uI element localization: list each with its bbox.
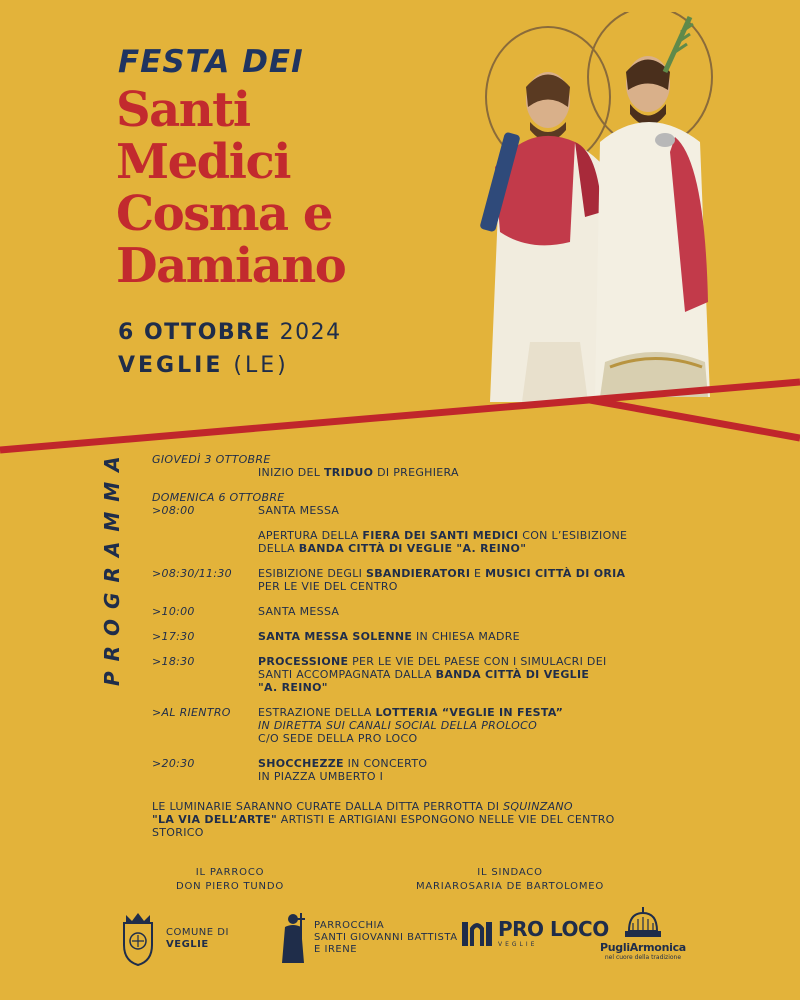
place-town: VEGLIE bbox=[118, 353, 224, 378]
parrocchia-logo: PARROCCHIA SANTI GIOVANNI BATTISTA E IRENE bbox=[280, 911, 458, 965]
title-line-2: Medici bbox=[116, 134, 290, 190]
program-notes: LE LUMINARIE SARANNO CURATE DALLA DITTA PERROTTA DI SQUINZANO "LA VIA DELL’ARTE" ARTISTI E ARTIGIANI ESPONGONO NELLE VIE DEL CENTRO STORICO bbox=[152, 800, 615, 839]
signature-sindaco bbox=[400, 866, 620, 894]
day-heading-thursday: GIOVEDÌ 3 OTTOBRE bbox=[152, 453, 271, 466]
program-row: >08:00 SANTA MESSA bbox=[152, 504, 340, 517]
day-heading-sunday: DOMENICA 6 OTTOBRE bbox=[152, 491, 285, 504]
saint-cosma-figure bbox=[479, 72, 615, 402]
signature-parroco bbox=[150, 866, 310, 894]
program-row: >18:30 PROCESSIONE PER LE VIE DEL PAESE CON I SIMULACRI DEI SANTI ACCOMPAGNATA DALLA BANDA CITTÀ DI VEGLIE "A. REINO" bbox=[152, 655, 607, 694]
saint-figure-icon bbox=[280, 911, 306, 965]
sponsor-logos bbox=[0, 905, 800, 985]
red-line-short bbox=[590, 400, 800, 438]
coat-of-arms-icon bbox=[118, 911, 158, 967]
program-row: >AL RIENTRO ESTRAZIONE DELLA LOTTERIA “VEGLIE IN FESTA” IN DIRETTA SUI CANALI SOCIAL DELLA PROLOCO C/O SEDE DELLA PRO LOCO bbox=[152, 706, 564, 745]
saints-statue-image bbox=[470, 12, 720, 412]
programma-vertical-label: PROGRAMMA bbox=[100, 446, 124, 686]
comune-veglie-logo: COMUNE DI VEGLIE bbox=[118, 911, 229, 967]
saints-title bbox=[116, 84, 476, 292]
title-line-4: Damiano bbox=[116, 238, 346, 294]
signature-role: IL SINDACO bbox=[477, 867, 543, 878]
pro-loco-arch-icon bbox=[460, 918, 494, 948]
program-row: APERTURA DELLA FIERA DEI SANTI MEDICI CON L’ESIBIZIONE DELLA BANDA CITTÀ DI VEGLIE "A. REINO" bbox=[258, 529, 628, 555]
signature-name: DON PIERO TUNDO bbox=[175, 881, 284, 892]
date-year: 2024 bbox=[279, 320, 342, 345]
program-schedule bbox=[152, 453, 712, 839]
program-row: >20:30 SHOCCHEZZE IN CONCERTO IN PIAZZA UMBERTO I bbox=[152, 757, 428, 783]
program-row: >08:30/11:30 ESIBIZIONE DEGLI SBANDIERATORI E MUSICI CITTÀ DI ORIA PER LE VIE DEL CENTRO bbox=[152, 567, 626, 593]
program-row: INIZIO DEL TRIDUO DI PREGHIERA bbox=[258, 466, 459, 479]
pro-loco-logo: PRO LOCO VEGLIE bbox=[460, 917, 609, 948]
place-province: (LE) bbox=[233, 353, 289, 378]
church-dome-icon bbox=[621, 905, 665, 941]
event-date bbox=[118, 320, 342, 345]
festa-heading: FESTA DEI bbox=[118, 44, 304, 80]
date-day-month: 6 OTTOBRE bbox=[118, 320, 272, 345]
title-line-1: Santi bbox=[116, 82, 250, 138]
saint-damiano-figure bbox=[595, 17, 710, 397]
program-row: >10:00 SANTA MESSA bbox=[152, 605, 340, 618]
program-row: >17:30 SANTA MESSA SOLENNE IN CHIESA MADRE bbox=[152, 630, 520, 643]
pugliarmonica-logo: PugliArmonica nel cuore della tradizione bbox=[600, 905, 686, 961]
title-line-3: Cosma e bbox=[116, 186, 332, 242]
signature-name: MARIAROSARIA DE BARTOLOMEO bbox=[415, 881, 605, 892]
signature-role: IL PARROCO bbox=[195, 867, 265, 878]
